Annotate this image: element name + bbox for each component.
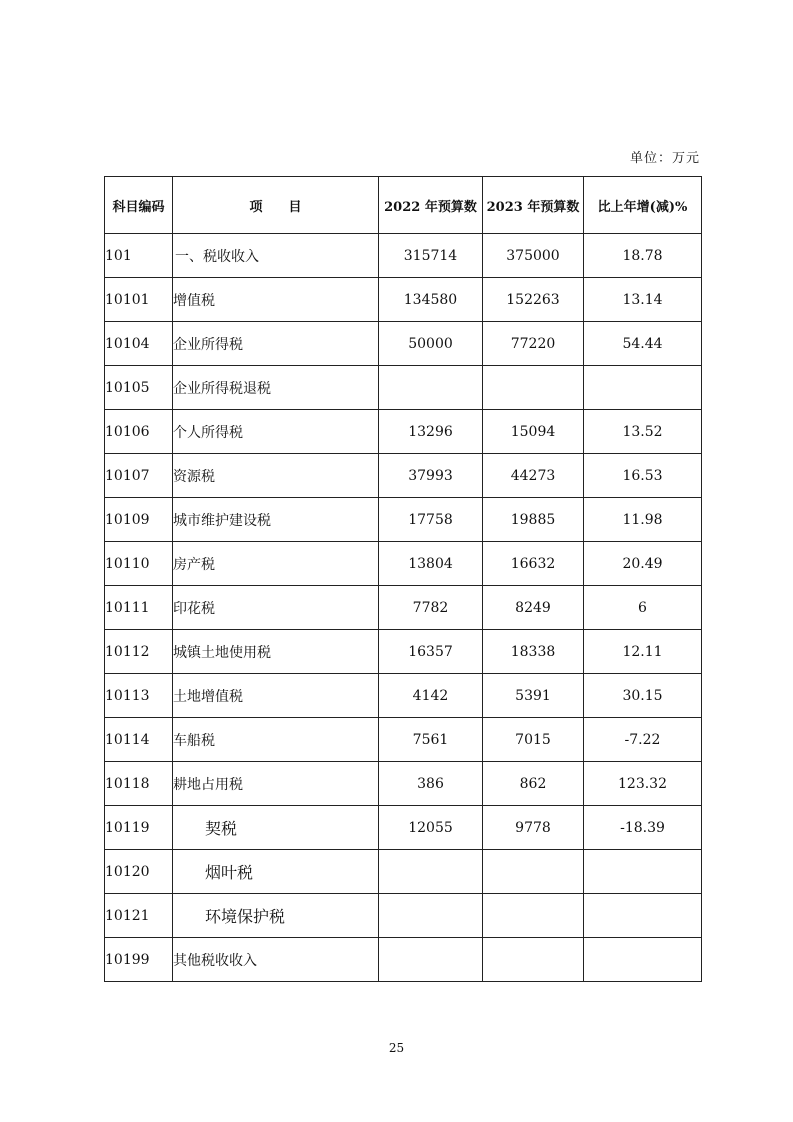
row-2023	[483, 938, 584, 982]
row-2023: 19885	[483, 498, 584, 542]
row-code: 10107	[105, 454, 173, 498]
header-2022: 2022 年预算数	[379, 177, 483, 234]
row-2023: 7015	[483, 718, 584, 762]
row-code: 101	[105, 234, 173, 278]
row-2022: 386	[379, 762, 483, 806]
row-change: 11.98	[584, 498, 702, 542]
unit-label: 单位：万元	[629, 151, 700, 166]
row-2022: 50000	[379, 322, 483, 366]
row-2023: 152263	[483, 278, 584, 322]
row-2023: 44273	[483, 454, 584, 498]
table-header-row	[105, 177, 702, 234]
table-row	[105, 498, 702, 542]
row-2023: 18338	[483, 630, 584, 674]
row-2022: 17758	[379, 498, 483, 542]
row-2023: 15094	[483, 410, 584, 454]
row-change: -18.39	[584, 806, 702, 850]
row-item: 城市维护建设税	[173, 498, 379, 542]
row-2022: 7782	[379, 586, 483, 630]
row-code: 10111	[105, 586, 173, 630]
row-2022: 315714	[379, 234, 483, 278]
row-2022: 7561	[379, 718, 483, 762]
row-change	[584, 894, 702, 938]
table-row	[105, 630, 702, 674]
row-2023	[483, 894, 584, 938]
row-item: 企业所得税退税	[173, 366, 379, 410]
row-2023: 375000	[483, 234, 584, 278]
row-item: 环境保护税	[173, 894, 379, 938]
row-item: 耕地占用税	[173, 762, 379, 806]
row-2022: 13296	[379, 410, 483, 454]
row-code: 10110	[105, 542, 173, 586]
row-item: 其他税收收入	[173, 938, 379, 982]
table-row	[105, 410, 702, 454]
row-change: -7.22	[584, 718, 702, 762]
table-row	[105, 850, 702, 894]
row-2022	[379, 894, 483, 938]
header-2023: 2023 年预算数	[483, 177, 584, 234]
row-code: 10113	[105, 674, 173, 718]
row-item: 房产税	[173, 542, 379, 586]
row-2023: 9778	[483, 806, 584, 850]
row-2022	[379, 850, 483, 894]
row-change	[584, 938, 702, 982]
row-2023: 16632	[483, 542, 584, 586]
row-item: 个人所得税	[173, 410, 379, 454]
row-item: 契税	[173, 806, 379, 850]
table-row	[105, 806, 702, 850]
row-code: 10106	[105, 410, 173, 454]
row-2023	[483, 366, 584, 410]
page-number: 25	[388, 1041, 405, 1055]
row-code: 10114	[105, 718, 173, 762]
row-2023: 77220	[483, 322, 584, 366]
row-2023: 862	[483, 762, 584, 806]
table-row	[105, 234, 702, 278]
row-code: 10121	[105, 894, 173, 938]
row-code: 10120	[105, 850, 173, 894]
row-change: 13.52	[584, 410, 702, 454]
row-2023: 8249	[483, 586, 584, 630]
row-2022: 13804	[379, 542, 483, 586]
row-2022: 134580	[379, 278, 483, 322]
row-item: 车船税	[173, 718, 379, 762]
row-code: 10119	[105, 806, 173, 850]
row-item: 企业所得税	[173, 322, 379, 366]
table-row	[105, 894, 702, 938]
row-item: 城镇土地使用税	[173, 630, 379, 674]
table-row	[105, 454, 702, 498]
row-item: 资源税	[173, 454, 379, 498]
row-item: 烟叶税	[173, 850, 379, 894]
header-code: 科目编码	[105, 177, 173, 234]
row-2022	[379, 938, 483, 982]
row-2022	[379, 366, 483, 410]
table-row	[105, 938, 702, 982]
row-2023	[483, 850, 584, 894]
header-change: 比上年增(减)%	[584, 177, 702, 234]
row-2022: 4142	[379, 674, 483, 718]
table-row	[105, 278, 702, 322]
row-2022: 37993	[379, 454, 483, 498]
row-code: 10104	[105, 322, 173, 366]
row-change: 12.11	[584, 630, 702, 674]
row-code: 10105	[105, 366, 173, 410]
row-change: 18.78	[584, 234, 702, 278]
table-row	[105, 718, 702, 762]
row-code: 10112	[105, 630, 173, 674]
row-2023: 5391	[483, 674, 584, 718]
budget-table	[104, 176, 702, 982]
row-code: 10109	[105, 498, 173, 542]
row-item: 一、税收收入	[173, 234, 379, 278]
row-change: 54.44	[584, 322, 702, 366]
row-item: 印花税	[173, 586, 379, 630]
row-change: 20.49	[584, 542, 702, 586]
row-2022: 12055	[379, 806, 483, 850]
row-change	[584, 850, 702, 894]
table-row	[105, 322, 702, 366]
row-change: 30.15	[584, 674, 702, 718]
row-change	[584, 366, 702, 410]
row-change: 6	[584, 586, 702, 630]
row-change: 123.32	[584, 762, 702, 806]
table-row	[105, 762, 702, 806]
table-row	[105, 366, 702, 410]
table-row	[105, 542, 702, 586]
row-item: 增值税	[173, 278, 379, 322]
row-code: 10101	[105, 278, 173, 322]
row-2022: 16357	[379, 630, 483, 674]
row-code: 10118	[105, 762, 173, 806]
row-item: 土地增值税	[173, 674, 379, 718]
table-row	[105, 674, 702, 718]
row-change: 13.14	[584, 278, 702, 322]
row-change: 16.53	[584, 454, 702, 498]
table-row	[105, 586, 702, 630]
header-item: 项 目	[173, 177, 379, 234]
row-code: 10199	[105, 938, 173, 982]
